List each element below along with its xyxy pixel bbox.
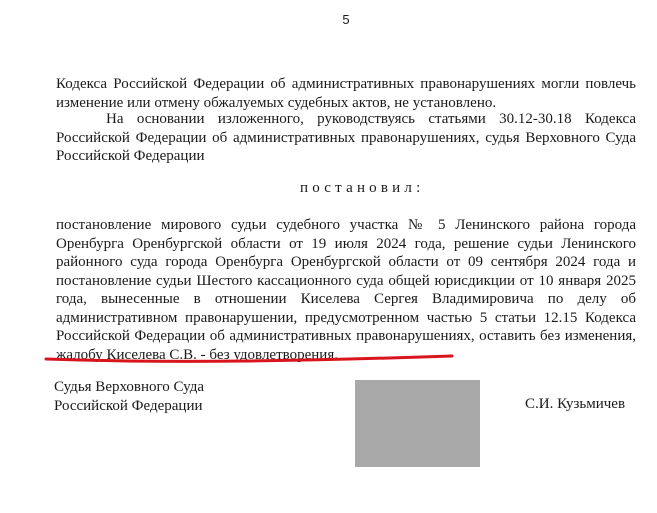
paragraph-ruling: постановление мирового судьи судебного участка № 5 Ленинского района города Оренбурга Оренбургской области от 19 июля 2024 года, решение судьи Ленинского районного суда города Оренбурга Оренбургской области от 09 сентября 2024 года и постановление судьи Шестого кассационного суда общей юрисдикции от 10 января 2025 года, вынесенные в отношении Киселева Сергея Владимировича по делу об административном правонарушении, предусмотренном частью 5 статьи 12.15 Кодекса Российской Федерации об административных правонарушениях, оставить без изменения, жалобу Киселева С.В. - без удовлетворения. [56, 217, 636, 363]
signature-title-line-2: Российской Федерации [54, 397, 203, 414]
redacted-signature [355, 380, 480, 467]
red-underline-annotation [44, 352, 456, 366]
paragraph-conclusion: Кодекса Российской Федерации об административных правонарушениях могли повлечь изменение или отмену обжалуемых судебных актов, не установлено. [56, 76, 636, 111]
paragraph-legal-basis: На основании изложенного, руководствуясь статьями 30.12-30.18 Кодекса Российской Федерации об административных правонарушениях, судья Верховного Суда Российской Федерации [56, 111, 636, 164]
signer-name: С.И. Кузьмичев [525, 396, 626, 412]
page-number: 5 [342, 12, 350, 27]
signature-title [54, 378, 204, 415]
red-underline-stroke [46, 356, 452, 361]
signature-title-line-1: Судья Верховного Суда [54, 379, 205, 395]
decision-heading: постановил: [300, 180, 425, 196]
